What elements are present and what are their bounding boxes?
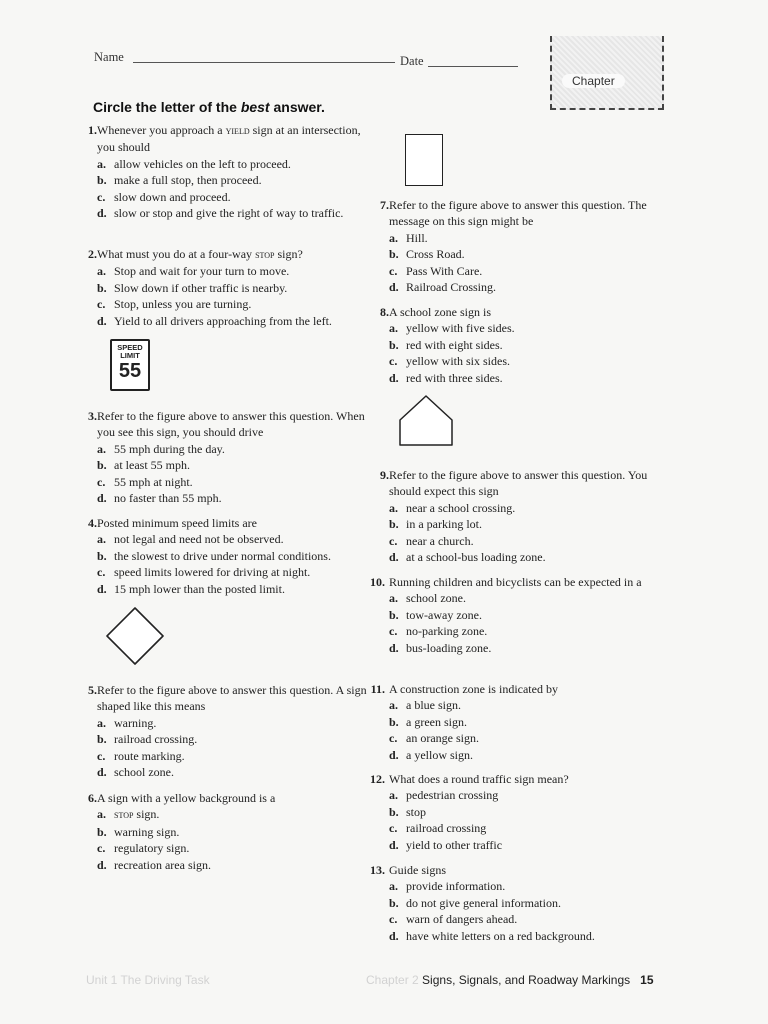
question-1	[80, 122, 365, 221]
answer-option[interactable]: a. yellow with five sides.	[389, 321, 515, 336]
answer-option[interactable]: b. red with eight sides.	[389, 337, 503, 352]
answer-option[interactable]: b. make a full stop, then proceed.	[97, 173, 262, 188]
chapter-label: Chapter	[562, 74, 625, 88]
answer-option[interactable]: c. regulatory sign.	[97, 841, 190, 856]
answer-option[interactable]: b. warning sign.	[97, 824, 180, 839]
question-number: 13.	[370, 863, 385, 877]
question-stem: A sign with a yellow background is a	[97, 791, 276, 805]
question-stem: Guide signs	[389, 863, 446, 877]
answer-option[interactable]: a. 55 mph during the day.	[97, 441, 225, 456]
question-stem: Whenever you approach a yield sign at an intersection, you should	[97, 123, 361, 155]
answer-option[interactable]: b. a green sign.	[389, 714, 467, 729]
question-number: 3.	[88, 409, 97, 423]
answer-option[interactable]: d. Yield to all drivers approaching from the left.	[97, 313, 332, 328]
answer-option[interactable]: a. provide information.	[389, 879, 506, 894]
answer-option[interactable]: a. pedestrian crossing	[389, 788, 499, 803]
footer-unit: Unit 1 The Driving Task	[86, 973, 210, 987]
answer-option[interactable]: a. stop sign.	[97, 807, 160, 822]
question-stem: What does a round traffic sign mean?	[389, 772, 569, 786]
question-stem: Posted minimum speed limits are	[97, 516, 257, 530]
question-stem: What must you do at a four-way stop sign?	[97, 247, 303, 261]
answer-option[interactable]: a. school zone.	[389, 591, 466, 606]
question-9	[372, 467, 672, 565]
question-number: 2.	[88, 247, 97, 261]
answer-option[interactable]: b. railroad crossing.	[97, 732, 198, 747]
answer-option[interactable]: d. 15 mph lower than the posted limit.	[97, 581, 285, 596]
question-stem: Running children and bicyclists can be expected in a	[389, 575, 642, 589]
answer-option[interactable]: a. Hill.	[389, 230, 428, 245]
answer-option[interactable]: b. do not give general information.	[389, 895, 561, 910]
question-number: 7.	[380, 198, 389, 212]
question-4	[80, 515, 380, 597]
question-number: 4.	[88, 516, 97, 530]
answer-option[interactable]: a. warning.	[97, 715, 157, 730]
question-6	[80, 790, 370, 873]
answer-option[interactable]: d. yield to other traffic	[389, 837, 503, 852]
answer-option[interactable]: c. 55 mph at night.	[97, 474, 193, 489]
footer-chapter-title: Signs, Signals, and Roadway Markings	[422, 973, 631, 987]
question-number: 11.	[370, 682, 385, 696]
answer-option[interactable]: d. bus-loading zone.	[389, 640, 492, 655]
footer-chapter-number: Chapter 2	[366, 973, 419, 987]
name-field[interactable]	[133, 62, 395, 63]
name-label: Name	[94, 50, 124, 64]
pentagon-school-sign	[396, 393, 456, 449]
question-13	[372, 862, 672, 944]
question-2	[80, 246, 380, 329]
answer-option[interactable]: d. school zone.	[97, 765, 174, 780]
answer-option[interactable]: c. near a church.	[389, 533, 474, 548]
question-stem: Refer to the figure above to answer this question. When you see this sign, you should drive	[97, 409, 365, 440]
speed-limit-sign	[110, 339, 150, 391]
speed-limit-line2: LIMIT	[120, 351, 140, 360]
answer-option[interactable]: c. Stop, unless you are turning.	[97, 297, 252, 312]
diamond-warning-sign	[104, 605, 166, 667]
answer-option[interactable]: a. a blue sign.	[389, 698, 461, 713]
question-5	[80, 682, 370, 780]
answer-option[interactable]: c. Pass With Care.	[389, 263, 483, 278]
answer-option[interactable]: b. stop	[389, 804, 427, 819]
question-stem: Refer to the figure above to answer this question. A sign shaped like this means	[97, 683, 367, 714]
instructions-emphasis: best	[240, 99, 270, 115]
speed-limit-line1: SPEED	[117, 343, 143, 352]
question-8	[372, 304, 672, 386]
answer-option[interactable]: c. railroad crossing	[389, 821, 487, 836]
answer-option[interactable]: c. speed limits lowered for driving at night.	[97, 565, 311, 580]
question-10	[372, 574, 672, 656]
question-3	[80, 408, 380, 506]
rectangle-sign	[405, 134, 443, 186]
question-stem: Refer to the figure above to answer this question. The message on this sign might be	[389, 198, 647, 229]
answer-option[interactable]: a. near a school crossing.	[389, 500, 516, 515]
answer-option[interactable]: d. a yellow sign.	[389, 747, 473, 762]
chapter-box	[550, 36, 664, 110]
date-label: Date	[400, 54, 424, 68]
question-number: 9.	[380, 468, 389, 482]
answer-option[interactable]: b. in a parking lot.	[389, 517, 482, 532]
question-number: 12.	[370, 772, 385, 786]
answer-option[interactable]: d. recreation area sign.	[97, 857, 211, 872]
question-number: 1.	[88, 123, 97, 137]
answer-option[interactable]: b. at least 55 mph.	[97, 458, 190, 473]
speed-limit-value: 55	[118, 360, 142, 382]
page-number: 15	[640, 973, 654, 987]
instructions: Circle the letter of the best answer.	[93, 99, 325, 115]
question-7	[372, 197, 672, 295]
question-11	[372, 681, 672, 763]
answer-option[interactable]: c. slow down and proceed.	[97, 189, 231, 204]
date-field[interactable]	[428, 66, 518, 67]
answer-option[interactable]: a. allow vehicles on the left to proceed.	[97, 156, 291, 171]
footer-chapter	[366, 973, 654, 987]
question-number: 5.	[88, 683, 97, 697]
question-number: 10.	[370, 575, 385, 589]
answer-option[interactable]: d. Railroad Crossing.	[389, 280, 496, 295]
answer-option[interactable]: b. Slow down if other traffic is nearby.	[97, 280, 288, 295]
answer-option[interactable]: c. an orange sign.	[389, 731, 479, 746]
answer-option[interactable]: c. route marking.	[97, 748, 185, 763]
question-stem: A school zone sign is	[389, 305, 491, 319]
answer-option[interactable]: b. the slowest to drive under normal conditions.	[97, 548, 331, 563]
answer-option[interactable]: d. red with three sides.	[389, 370, 503, 385]
question-stem: Refer to the figure above to answer this question. You should expect this sign	[389, 468, 648, 499]
answer-option[interactable]: c. yellow with six sides.	[389, 354, 510, 369]
answer-option[interactable]: c. no-parking zone.	[389, 624, 488, 639]
question-number: 6.	[88, 791, 97, 805]
question-number: 8.	[380, 305, 389, 319]
answer-option[interactable]: a. Stop and wait for your turn to move.	[97, 264, 290, 279]
answer-option[interactable]: d. no faster than 55 mph.	[97, 491, 222, 506]
answer-option[interactable]: d. slow or stop and give the right of way to traffic.	[97, 206, 344, 221]
question-stem: A construction zone is indicated by	[389, 682, 558, 696]
answer-option[interactable]: a. not legal and need not be observed.	[97, 532, 284, 547]
answer-option[interactable]: b. tow-away zone.	[389, 607, 482, 622]
question-12	[372, 771, 672, 853]
answer-option[interactable]: b. Cross Road.	[389, 247, 465, 262]
answer-option[interactable]: d. have white letters on a red background.	[389, 928, 595, 943]
answer-option[interactable]: c. warn of dangers ahead.	[389, 912, 518, 927]
answer-option[interactable]: d. at a school-bus loading zone.	[389, 550, 546, 565]
